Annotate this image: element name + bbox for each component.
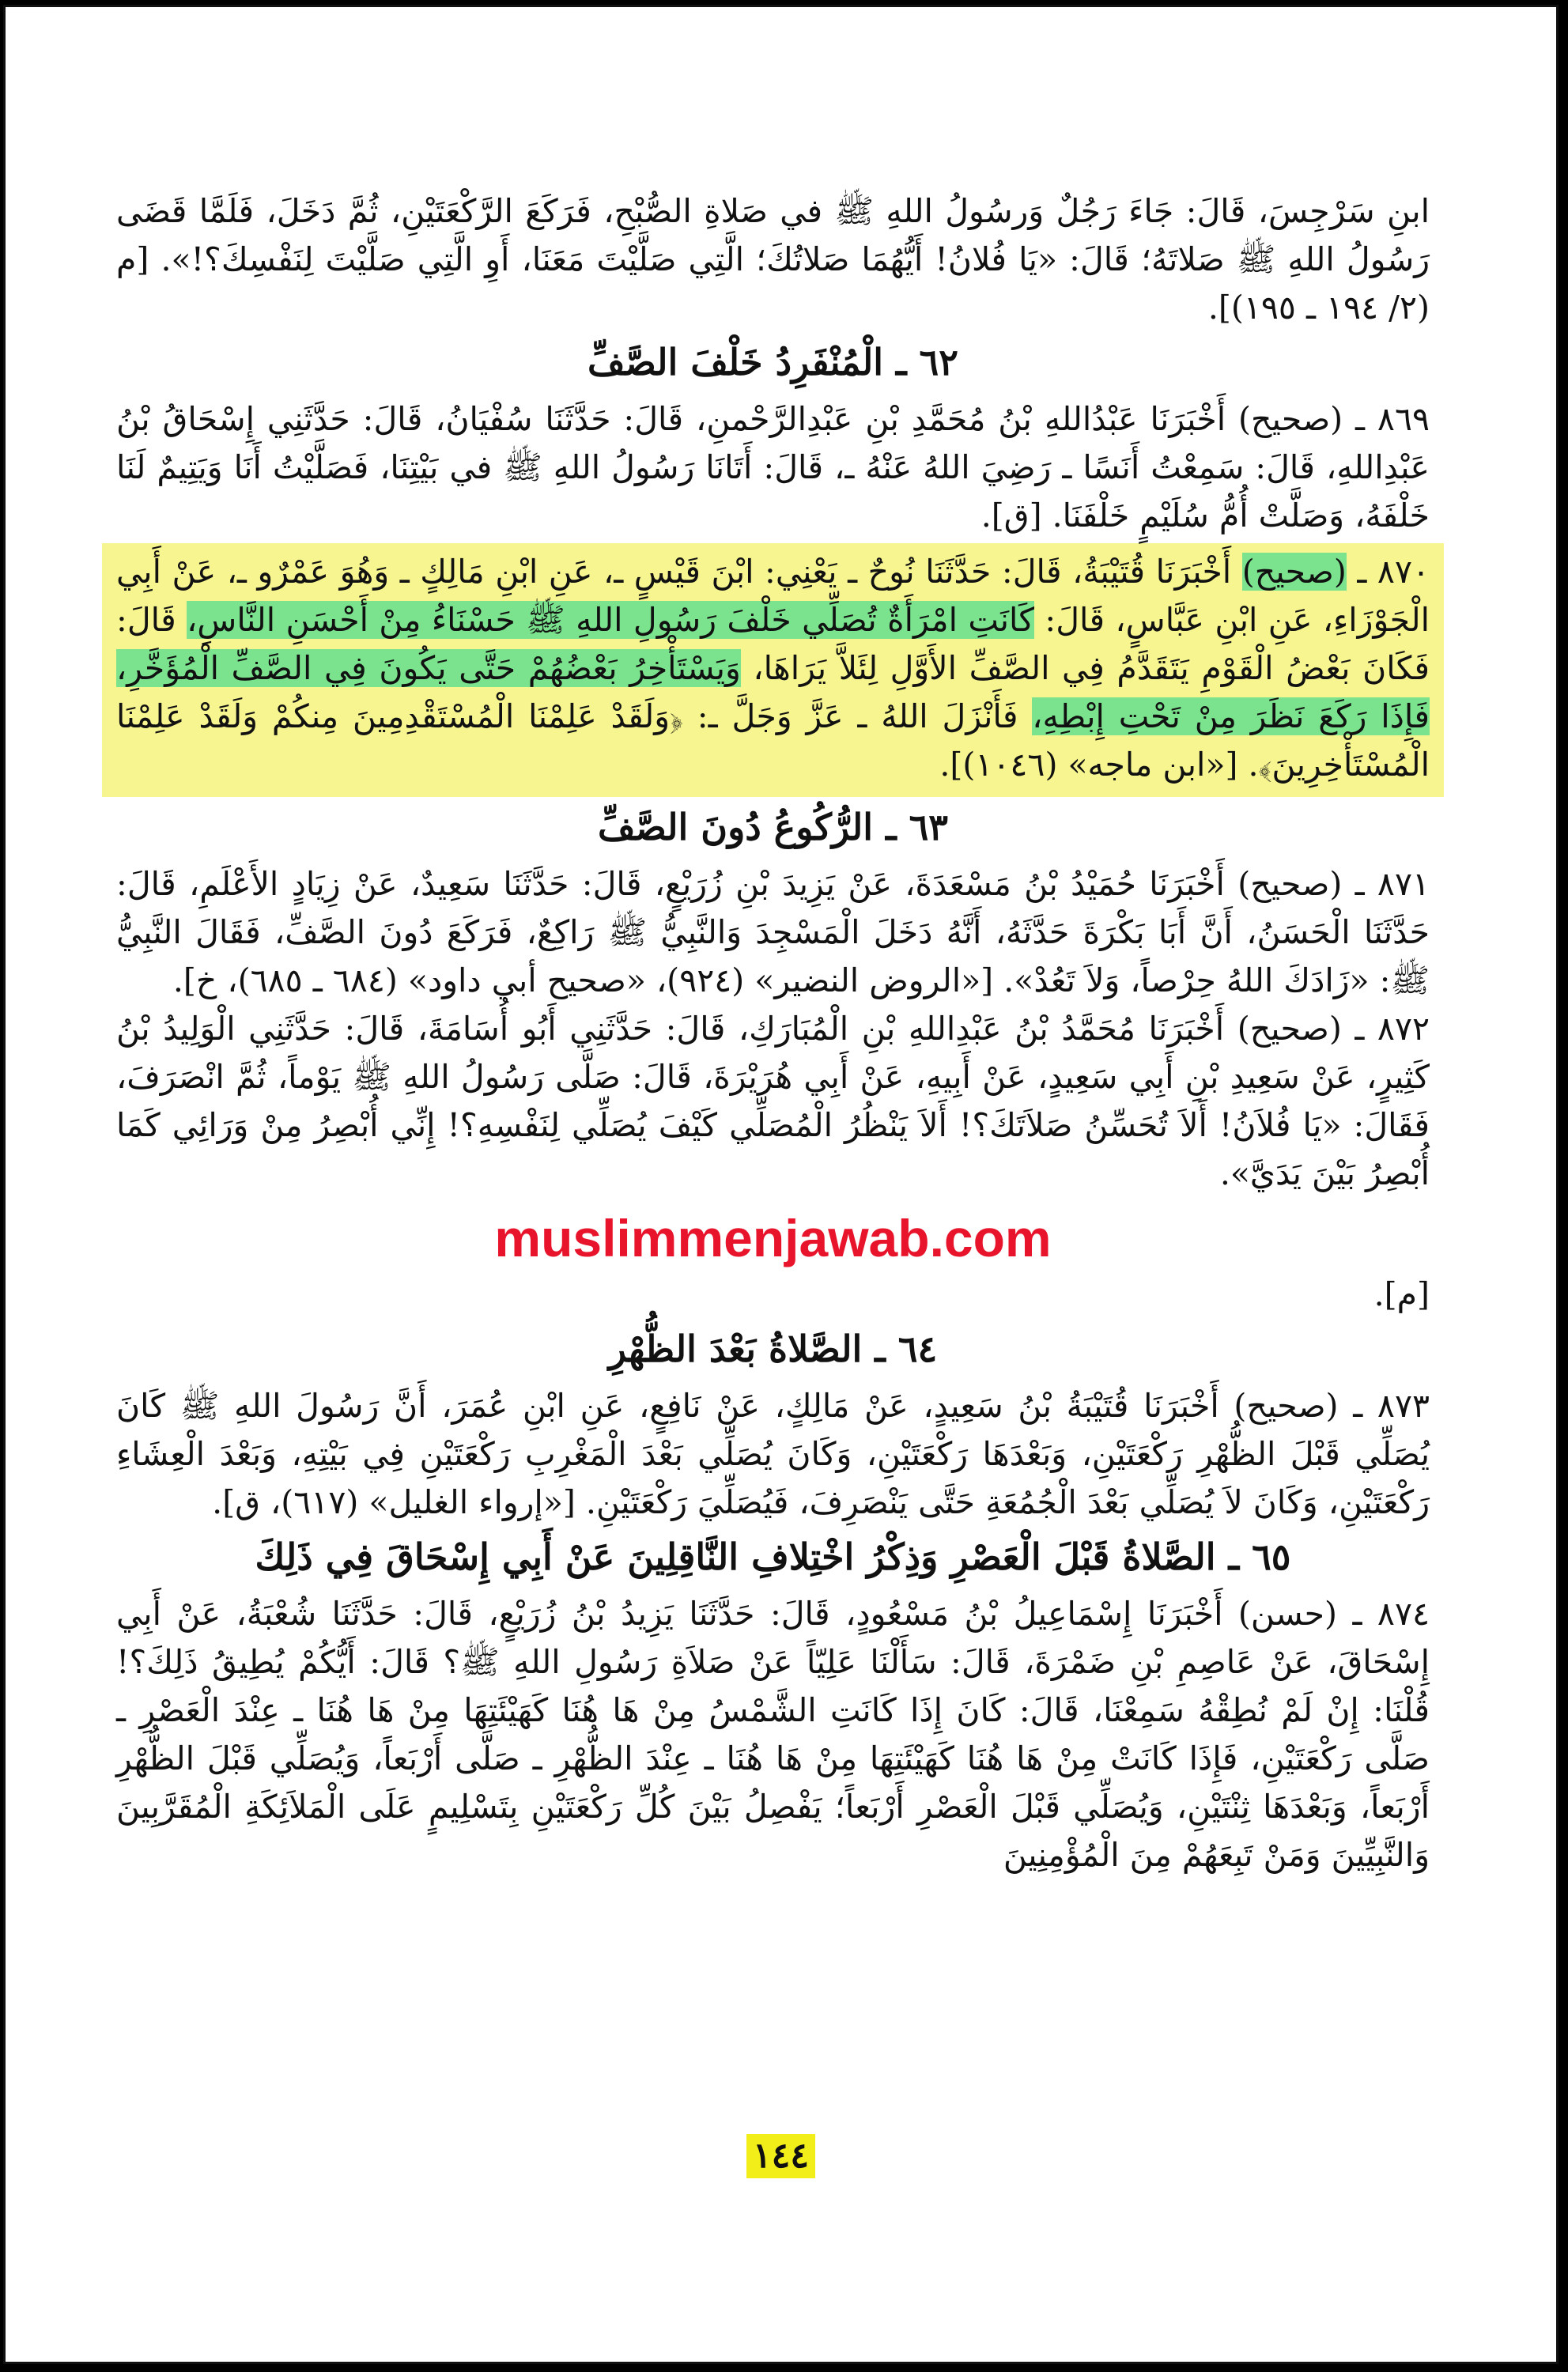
page-body xyxy=(116,187,1430,1879)
hadith-873: ٨٧٣ ـ (صحيح) أَخْبَرَنَا قُتَيْبَةُ بْنُ سَعِيدٍ، عَنْ مَالِكٍ، عَنْ نَافِعٍ، عَنِ ابْنِ عُمَرَ، أَنَّ رَسُولَ اللهِ ﷺ كَانَ يُصَلِّي قَبْلَ الظُّهْرِ رَكْعَتَيْنِ، وَبَعْدَهَا رَكْعَتَيْنِ، وَكَانَ يُصَلِّي بَعْدَ الْمَغْرِبِ رَكْعَتَيْنِ فِي بَيْتِهِ، وَبَعْدَ الْعِشَاءِ رَكْعَتَيْنِ، وَكَانَ لاَ يُصَلِّي بَعْدَ الْجُمُعَةِ حَتَّى يَنْصَرِفَ، فَيُصَلِّيَ رَكْعَتَيْنِ. [«إرواء الغليل» (٦١٧)، ق]. xyxy=(116,1387,1430,1521)
book-page xyxy=(3,5,1559,2364)
page-number: ١٤٤ xyxy=(746,2134,815,2178)
hadith-870-text-2: قَالَ: فَكَانَ بَعْضُ الْقَوْمِ يَتَقَدَّمُ فِي الصَّفِّ الأَوَّلِ لِئَلاَّ يَرَاهَا، xyxy=(116,601,1430,687)
hadith-872-reference: [م]. xyxy=(1373,1275,1430,1313)
hadith-874: ٨٧٤ ـ (حسن) أَخْبَرَنَا إِسْمَاعِيلُ بْنُ مَسْعُودٍ، قَالَ: حَدَّثَنَا يَزِيدُ بْنُ زُرَيْعٍ، قَالَ: حَدَّثَنَا شُعْبَةُ، عَنْ أَبِي إِسْحَاقَ، عَنْ عَاصِمِ بْنِ ضَمْرَةَ، قَالَ: سَأَلْنَا عَلِيّاً عَنْ صَلاَةِ رَسُولِ اللهِ ﷺ؟ قَالَ: أَيُّكُمْ يُطِيقُ ذَلِكَ؟! قُلْنَا: إِنْ لَمْ نُطِقْهُ سَمِعْنَا، قَالَ: كَانَ إِذَا كَانَتِ الشَّمْسُ مِنْ هَا هُنَا كَهَيْئَتِهَا مِنْ هَا هُنَا ـ عِنْدَ الْعَصْرِ ـ صَلَّى رَكْعَتَيْنِ، فَإِذَا كَانَتْ مِنْ هَا هُنَا كَهَيْئَتِهَا مِنْ هَا هُنَا ـ عِنْدَ الظُّهْرِ ـ صَلَّى أَرْبَعاً، وَيُصَلِّي قَبْلَ الظُّهْرِ أَرْبَعاً، وَبَعْدَهَا ثِنْتَيْنِ، وَيُصَلِّي قَبْلَ الْعَصْرِ أَرْبَعاً؛ يَفْصِلُ بَيْنَ كُلِّ رَكْعَتَيْنِ بِتَسْلِيمٍ عَلَى الْمَلاَئِكَةِ الْمُقَرَّبِينَ وَالنَّبِيِّينَ وَمَنْ تَبِعَهُمْ مِنَ الْمُؤْمِنِينَ xyxy=(116,1595,1430,1874)
hadith-872: ٨٧٢ ـ (صحيح) أَخْبَرَنَا مُحَمَّدُ بْنُ عَبْدِاللهِ بْنِ الْمُبَارَكِ، قَالَ: حَدَّثَنِي أَبُو أُسَامَةَ، قَالَ: حَدَّثَنِي الْوَلِيدُ بْنُ كَثِيرٍ، عَنْ سَعِيدِ بْنِ أَبِي سَعِيدٍ، عَنْ أَبِيهِ، عَنْ أَبِي هُرَيْرَةَ، قَالَ: صَلَّى رَسُولُ اللهِ ﷺ يَوْماً، ثُمَّ انْصَرَفَ، فَقَالَ: «يَا فُلاَنُ! أَلاَ تُحَسِّنُ صَلاَتَكَ؟! أَلاَ يَنْظُرُ الْمُصَلِّي كَيْفَ يُصَلِّي لِنَفْسِهِ؟! إِنِّي أُبْصِرُ مِنْ وَرَائِي كَمَا أُبْصِرُ بَيْنَ يَدَيَّ». xyxy=(116,1010,1430,1192)
hadith-870-isnad: أَخْبَرَنَا قُتَيْبَةُ، قَالَ: حَدَّثَنَا نُوحٌ ـ يَعْنِي: ابْنَ قَيْسٍ ـ، عَنِ ابْنِ مَالِكٍ ـ وَهُوَ عَمْرٌو ـ، عَنْ أَبِي الْجَوْزَاءِ، عَنِ ابْنِ عَبَّاسٍ، قَالَ: xyxy=(116,553,1430,639)
hadith-870-number: ٨٧٠ ـ xyxy=(1357,553,1430,591)
hadith-869: ٨٦٩ ـ (صحيح) أَخْبَرَنَا عَبْدُاللهِ بْنُ مُحَمَّدِ بْنِ عَبْدِالرَّحْمنِ، قَالَ: حَدَّثَنَا سُفْيَانُ، قَالَ: حَدَّثَنِي إِسْحَاقُ بْنُ عَبْدِاللهِ، قَالَ: سَمِعْتُ أَنَسًا ـ رَضِيَ اللهُ عَنْهُ ـ، قَالَ: أَتَانَا رَسُولُ اللهِ ﷺ في بَيْتِنَا، فَصَلَّيْتُ أَنَا وَيَتِيمٌ لَنَا خَلْفَهُ، وَصَلَّتْ أُمُّ سُلَيْمٍ خَلْفَنَا. [ق]. xyxy=(116,400,1430,534)
chapter-63-heading: ٦٣ ـ الرُّكُوعُ دُونَ الصَّفِّ xyxy=(597,806,949,848)
chapter-65-heading: ٦٥ ـ الصَّلاةُ قَبْلَ الْعَصْرِ وَذِكْرُ اخْتِلافِ النَّاقِلِينَ عَنْ أَبِي إِسْحَاقَ فِي ذَلِكَ xyxy=(255,1535,1291,1578)
hadith-870-grade: (صحيح) xyxy=(1241,553,1347,591)
watermark-url: muslimmenjawab.com xyxy=(494,1209,1052,1267)
hadith-870 xyxy=(116,548,1430,789)
hadith-871: ٨٧١ ـ (صحيح) أَخْبَرَنَا حُمَيْدُ بْنُ مَسْعَدَةَ، عَنْ يَزِيدَ بْنِ زُرَيْعٍ، قَالَ: حَدَّثَنَا سَعِيدٌ، عَنْ زِيَادٍ الأَعْلَمِ، قَالَ: حَدَّثَنَا الْحَسَنُ، أَنَّ أَبَا بَكْرَةَ حَدَّثَهُ، أَنَّهُ دَخَلَ الْمَسْجِدَ وَالنَّبِيُّ ﷺ رَاكِعٌ، فَرَكَعَ دُونَ الصَّفِّ، فَقَالَ النَّبِيُّ ﷺ: «زَادَكَ اللهُ حِرْصاً، وَلاَ تَعُدْ». [«الروض النضير» (٩٢٤)، «صحيح أبي داود» (٦٨٤ ـ ٦٨٥)، خ]. xyxy=(116,865,1430,999)
hadith-868-continuation: ابنِ سَرْجِسَ، قَالَ: جَاءَ رَجُلٌ وَرسُولُ اللهِ ﷺ في صَلاةِ الصُّبْحِ، فَرَكَعَ الرَّكْعَتَيْنِ، ثُمَّ دَخَلَ، فَلَمَّا قَضَى رَسُولُ اللهِ ﷺ صَلاتَهُ؛ قَالَ: «يَا فُلانُ! أَيُّهُمَا صَلاتُكَ؛ الَّتِي صَلَّيْتَ مَعَنَا، أَوِ الَّتِي صَلَّيْتَ لِنَفْسِكَ؟!». [م (٢/ ١٩٤ ـ ١٩٥)]. xyxy=(116,192,1430,327)
hadith-870-highlight-block xyxy=(102,543,1444,797)
hadith-870-text-3: فَأَنْزَلَ اللهُ ـ عَزَّ وَجَلَّ ـ: ﴿وَلَقَدْ عَلِمْنَا الْمُسْتَقْدِمِينَ مِنكُمْ وَلَقَدْ عَلِمْنَا الْمُسْتَأْخِرِينَ﴾. [«ابن ماجه» (١٠٤٦)]. xyxy=(116,697,1430,784)
chapter-62-heading: ٦٢ ـ الْمُنْفَرِدُ خَلْفَ الصَّفِّ xyxy=(588,341,958,383)
page-number-container xyxy=(6,2134,1556,2178)
chapter-64-heading: ٦٤ ـ الصَّلاةُ بَعْدَ الظُّهْرِ xyxy=(608,1328,938,1370)
hadith-870-green-highlight-2: وَيَسْتَأْخِرُ بَعْضُهُمْ حَتَّى يَكُونَ فِي الصَّفِّ الْمُؤَخَّرِ، فَإِذَا رَكَعَ نَظَرَ مِنْ تَحْتِ إِبْطِهِ، xyxy=(116,649,1430,735)
hadith-870-green-highlight-1: كَانَتِ امْرَأَةٌ تُصَلِّي خَلْفَ رَسُولِ اللهِ ﷺ حَسْنَاءُ مِنْ أَحْسَنِ النَّاسِ، xyxy=(187,601,1035,639)
